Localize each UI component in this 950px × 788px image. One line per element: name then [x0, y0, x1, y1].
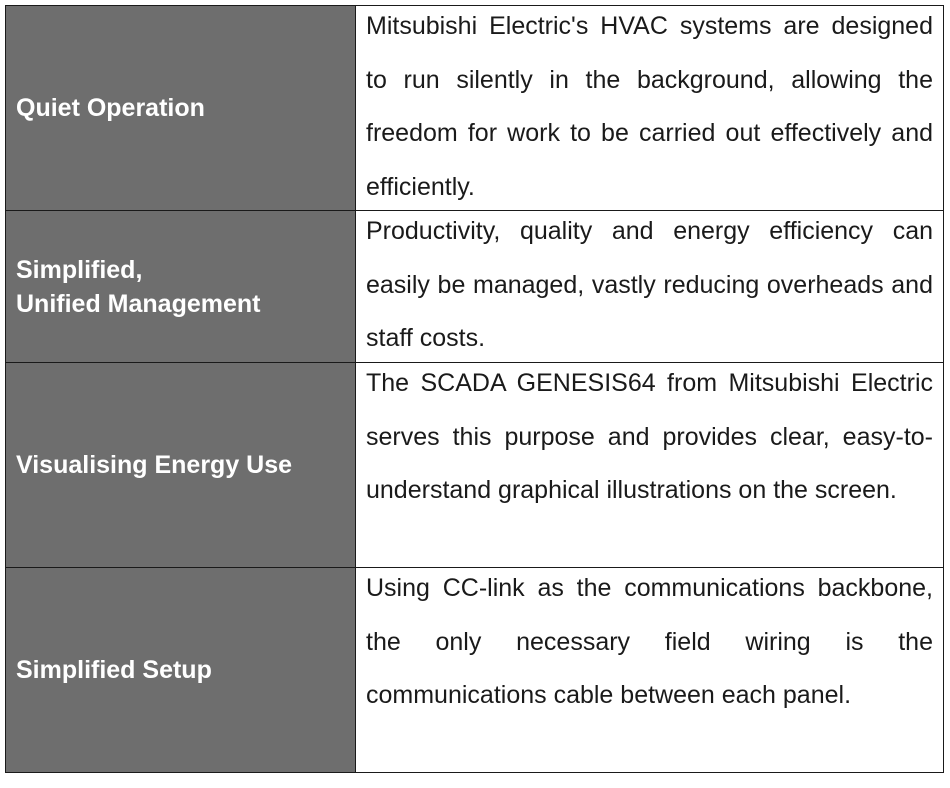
feature-label-cell: [6, 363, 356, 568]
feature-description: Using CC-link as the communications backbone, the only necessary field wiring is the communications cable between each panel.: [366, 574, 933, 709]
table-row: [6, 568, 944, 773]
feature-description-cell: [356, 6, 944, 211]
feature-description-cell: [356, 211, 944, 363]
feature-description-cell: [356, 363, 944, 568]
table-row: [6, 363, 944, 568]
feature-label-cell: [6, 568, 356, 773]
feature-label-cell: [6, 211, 356, 363]
feature-description: Productivity, quality and energy efficiency can easily be managed, vastly reducing overheads and staff costs.: [366, 217, 933, 352]
feature-label: Simplified, Unified Management: [16, 255, 261, 318]
feature-description: The SCADA GENESIS64 from Mitsubishi Electric serves this purpose and provides clear, easy-to-understand graphical illustrations on the screen.: [366, 369, 933, 504]
feature-table: [5, 5, 944, 773]
feature-description-cell: [356, 568, 944, 773]
table-row: [6, 211, 944, 363]
table-row: [6, 6, 944, 211]
feature-label: Quiet Operation: [16, 94, 205, 122]
feature-description: Mitsubishi Electric's HVAC systems are designed to run silently in the background, allowing the freedom for work to be carried out effectively and efficiently.: [366, 12, 933, 201]
feature-label: Simplified Setup: [16, 656, 212, 684]
feature-label: Visualising Energy Use: [16, 451, 293, 479]
feature-label-cell: [6, 6, 356, 211]
